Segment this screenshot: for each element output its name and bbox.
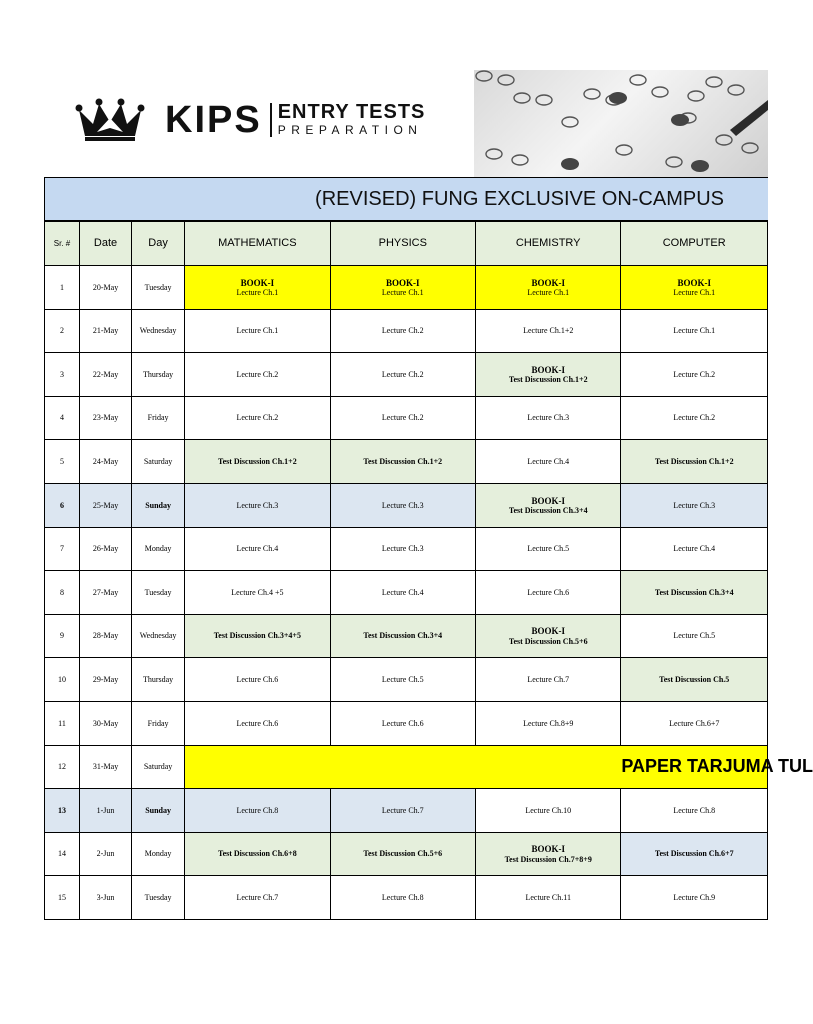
table-body (45, 266, 813, 920)
table-row (45, 527, 768, 571)
cell-text: Lecture Ch.4 (673, 544, 716, 554)
cell-text: Lecture Ch.2 (381, 413, 424, 423)
cell-computer (621, 789, 768, 833)
cell-computer (621, 353, 768, 397)
cell-date: 28-May (80, 614, 132, 658)
cell-text: Lecture Ch.1 (673, 326, 716, 336)
cell-text: Lecture Ch.3 (527, 413, 570, 423)
cell-chemistry (476, 440, 621, 484)
cell-mathematics (185, 266, 330, 310)
table-row (45, 353, 768, 397)
cell-text: Lecture Ch.4 (381, 587, 424, 597)
cell-date: 2-Jun (80, 832, 132, 876)
cell-text: Lecture Ch.4 (527, 457, 570, 467)
cell-text: Lecture Ch.8+9 (523, 718, 574, 728)
cell-text: Lecture Ch.2 (673, 369, 716, 379)
cell-text: Lecture Ch.11 (525, 893, 571, 903)
column-header-sr: Sr. # (45, 222, 80, 266)
book-label: BOOK-I (531, 364, 565, 375)
table-row (45, 614, 768, 658)
cell-text: Lecture Ch.1+2 (523, 326, 574, 336)
cell-text: Lecture Ch.1 (527, 287, 570, 297)
cell-computer (621, 440, 768, 484)
cell-physics (330, 832, 475, 876)
cell-computer (621, 832, 768, 876)
cell-sr: 6 (45, 483, 80, 527)
table-row (45, 396, 768, 440)
column-header-chemistry: CHEMISTRY (476, 222, 621, 266)
cell-chemistry (476, 789, 621, 833)
cell-text: Lecture Ch.1 (381, 287, 424, 297)
cell-text: Lecture Ch.2 (381, 326, 424, 336)
cell-chemistry (476, 701, 621, 745)
cell-physics (330, 440, 475, 484)
cell-chemistry (476, 266, 621, 310)
cell-text: Test Discussion Ch.1+2 (508, 375, 588, 385)
cell-text: Lecture Ch.7 (236, 893, 279, 903)
table-row (45, 440, 768, 484)
cell-physics (330, 614, 475, 658)
page-header (0, 0, 768, 178)
cell-day: Saturday (132, 745, 185, 789)
cell-text: Lecture Ch.6 (236, 675, 279, 685)
table-row (45, 658, 768, 702)
cell-day: Tuesday (132, 571, 185, 615)
cell-physics (330, 309, 475, 353)
cell-chemistry (476, 571, 621, 615)
cell-day: Thursday (132, 353, 185, 397)
cell-date: 21-May (80, 309, 132, 353)
cell-computer (621, 701, 768, 745)
cell-day: Thursday (132, 658, 185, 702)
cell-chemistry (476, 876, 621, 920)
cell-text: Lecture Ch.1 (673, 287, 716, 297)
cell-text: Lecture Ch.6+7 (669, 718, 720, 728)
table-row (45, 571, 768, 615)
cell-date: 27-May (80, 571, 132, 615)
cell-sr: 8 (45, 571, 80, 615)
cell-text: Lecture Ch.1 (236, 326, 279, 336)
cell-merged-banner (185, 745, 813, 789)
cell-mathematics (185, 483, 330, 527)
cell-date: 1-Jun (80, 789, 132, 833)
kips-logo (75, 98, 425, 142)
cell-text: Lecture Ch.8 (236, 805, 279, 815)
cell-text: Lecture Ch.5 (527, 544, 570, 554)
cell-date: 20-May (80, 266, 132, 310)
cell-mathematics (185, 571, 330, 615)
table-row (45, 309, 768, 353)
column-header-date: Date (80, 222, 132, 266)
cell-day: Sunday (132, 789, 185, 833)
cell-text: Lecture Ch.8 (673, 805, 716, 815)
cell-chemistry (476, 353, 621, 397)
cell-text: Lecture Ch.2 (673, 413, 716, 423)
cell-mathematics (185, 309, 330, 353)
table-row (45, 789, 768, 833)
cell-text: Lecture Ch.7 (381, 805, 424, 815)
cell-sr: 12 (45, 745, 80, 789)
table-row (45, 745, 768, 789)
cell-chemistry (476, 396, 621, 440)
cell-day: Tuesday (132, 876, 185, 920)
schedule-title: (REVISED) FUNG EXCLUSIVE ON-CAMPUS (315, 187, 724, 210)
brand-name: KIPS (165, 99, 262, 141)
cell-sr: 14 (45, 832, 80, 876)
cell-sr: 7 (45, 527, 80, 571)
cell-sr: 3 (45, 353, 80, 397)
cell-computer (621, 658, 768, 702)
cell-computer (621, 309, 768, 353)
cell-physics (330, 571, 475, 615)
cell-text: Test Discussion Ch.7+8+9 (504, 854, 592, 864)
cell-text: Lecture Ch.7 (527, 675, 570, 685)
book-label: BOOK-I (531, 844, 565, 855)
cell-date: 23-May (80, 396, 132, 440)
cell-text: Lecture Ch.10 (525, 805, 572, 815)
cell-mathematics (185, 701, 330, 745)
title-bar (44, 177, 768, 221)
table-row (45, 266, 768, 310)
cell-day: Tuesday (132, 266, 185, 310)
cell-sr: 2 (45, 309, 80, 353)
column-header-computer: COMPUTER (621, 222, 768, 266)
cell-chemistry (476, 309, 621, 353)
cell-day: Friday (132, 701, 185, 745)
cell-date: 3-Jun (80, 876, 132, 920)
cell-chemistry (476, 658, 621, 702)
merged-banner-text: PAPER TARJUMA TUL (621, 756, 813, 777)
cell-text: Lecture Ch.6 (236, 718, 279, 728)
cell-text: Test Discussion Ch.1+2 (363, 457, 443, 467)
crown-icon (75, 98, 145, 142)
cell-text: Lecture Ch.6 (381, 718, 424, 728)
column-header-mathematics: MATHEMATICS (185, 222, 330, 266)
schedule-table (44, 221, 813, 920)
table-row (45, 832, 768, 876)
cell-physics (330, 483, 475, 527)
column-header-physics: PHYSICS (330, 222, 475, 266)
column-header-day: Day (132, 222, 185, 266)
cell-text: Lecture Ch.2 (236, 369, 279, 379)
cell-sr: 11 (45, 701, 80, 745)
cell-text: Lecture Ch.3 (236, 500, 279, 510)
cell-mathematics (185, 658, 330, 702)
cell-text: Test Discussion Ch.1+2 (217, 457, 297, 467)
cell-text: Lecture Ch.6 (527, 587, 570, 597)
cell-computer (621, 266, 768, 310)
cell-text: Test Discussion Ch.1+2 (654, 457, 734, 467)
tagline-line1: ENTRY TESTS (277, 100, 426, 123)
cell-physics (330, 658, 475, 702)
cell-text: Test Discussion Ch.3+4+5 (213, 631, 301, 641)
cell-text: Lecture Ch.3 (381, 500, 424, 510)
cell-mathematics (185, 614, 330, 658)
cell-mathematics (185, 876, 330, 920)
cell-sr: 10 (45, 658, 80, 702)
cell-sr: 4 (45, 396, 80, 440)
answer-sheet-image (474, 70, 768, 178)
cell-text: Lecture Ch.3 (673, 500, 716, 510)
table-header-row (45, 222, 768, 266)
cell-physics (330, 266, 475, 310)
cell-date: 25-May (80, 483, 132, 527)
cell-computer (621, 396, 768, 440)
table-row (45, 701, 768, 745)
cell-date: 24-May (80, 440, 132, 484)
cell-text: Lecture Ch.8 (381, 893, 424, 903)
cell-physics (330, 701, 475, 745)
cell-computer (621, 571, 768, 615)
cell-text: Lecture Ch.4 (236, 544, 279, 554)
cell-sr: 1 (45, 266, 80, 310)
cell-text: Test Discussion Ch.5 (659, 675, 730, 685)
cell-chemistry (476, 614, 621, 658)
cell-text: Lecture Ch.5 (673, 631, 716, 641)
cell-date: 26-May (80, 527, 132, 571)
cell-physics (330, 353, 475, 397)
cell-text: Lecture Ch.3 (381, 544, 424, 554)
cell-text: Test Discussion Ch.6+7 (654, 849, 734, 859)
cell-text: Test Discussion Ch.5+6 (508, 636, 588, 646)
cell-sr: 13 (45, 789, 80, 833)
book-label: BOOK-I (531, 626, 565, 637)
schedule-sheet (44, 177, 813, 920)
brand-tagline (278, 102, 426, 139)
cell-chemistry (476, 527, 621, 571)
cell-day: Sunday (132, 483, 185, 527)
cell-text: Test Discussion Ch.5+6 (363, 849, 443, 859)
cell-text: Lecture Ch.9 (673, 893, 716, 903)
cell-mathematics (185, 832, 330, 876)
cell-date: 31-May (80, 745, 132, 789)
table-row (45, 483, 768, 527)
cell-day: Monday (132, 527, 185, 571)
book-label: BOOK-I (677, 277, 711, 288)
tagline-line2: PREPARATION (277, 122, 423, 137)
cell-physics (330, 789, 475, 833)
book-label: BOOK-I (240, 277, 275, 288)
cell-day: Saturday (132, 440, 185, 484)
cell-chemistry (476, 483, 621, 527)
cell-text: Lecture Ch.5 (381, 675, 424, 685)
cell-chemistry (476, 832, 621, 876)
book-label: BOOK-I (531, 495, 565, 506)
cell-physics (330, 876, 475, 920)
book-label: BOOK-I (386, 277, 420, 288)
cell-text: Test Discussion Ch.3+4 (363, 631, 443, 641)
cell-computer (621, 876, 768, 920)
cell-date: 22-May (80, 353, 132, 397)
cell-day: Wednesday (132, 309, 185, 353)
cell-physics (330, 396, 475, 440)
cell-computer (621, 527, 768, 571)
cell-text: Test Discussion Ch.6+8 (217, 849, 297, 859)
cell-computer (621, 614, 768, 658)
cell-mathematics (185, 440, 330, 484)
cell-computer (621, 483, 768, 527)
cell-text: Lecture Ch.4 +5 (231, 587, 284, 597)
cell-mathematics (185, 353, 330, 397)
cell-day: Monday (132, 832, 185, 876)
cell-text: Test Discussion Ch.3+4 (654, 587, 734, 597)
cell-text: Lecture Ch.2 (236, 413, 279, 423)
cell-sr: 5 (45, 440, 80, 484)
cell-sr: 15 (45, 876, 80, 920)
cell-physics (330, 527, 475, 571)
cell-text: Lecture Ch.1 (236, 287, 279, 297)
answer-sheet-photo (474, 70, 768, 178)
cell-mathematics (185, 527, 330, 571)
cell-date: 30-May (80, 701, 132, 745)
logo-divider (270, 103, 272, 137)
table-row (45, 876, 768, 920)
cell-date: 29-May (80, 658, 132, 702)
cell-text: Test Discussion Ch.3+4 (508, 505, 588, 515)
cell-mathematics (185, 789, 330, 833)
cell-day: Wednesday (132, 614, 185, 658)
book-label: BOOK-I (531, 277, 565, 288)
cell-sr: 9 (45, 614, 80, 658)
cell-mathematics (185, 396, 330, 440)
cell-day: Friday (132, 396, 185, 440)
cell-text: Lecture Ch.2 (381, 369, 424, 379)
